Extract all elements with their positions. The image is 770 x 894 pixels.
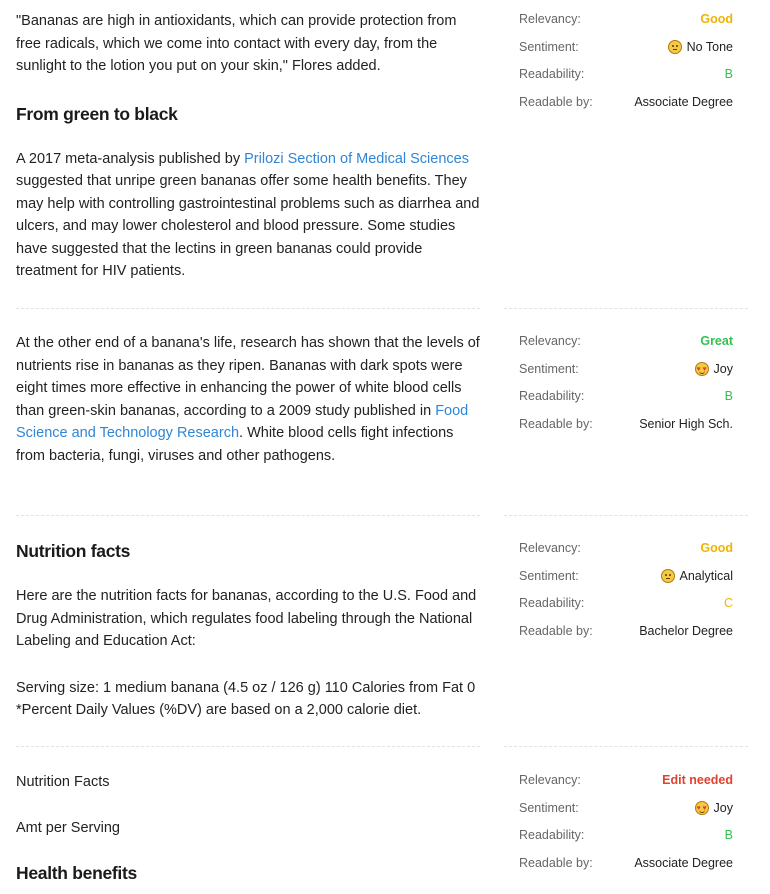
readability-grade: B: [724, 828, 733, 843]
sentiment-text: No Tone: [686, 39, 733, 54]
sentiment-text: Analytical: [679, 568, 733, 583]
divider-left: [16, 308, 480, 309]
readability-grade: B: [724, 67, 733, 82]
readable-by-value: Bachelor Degree: [639, 624, 733, 639]
sentiment-value: [695, 799, 733, 817]
paragraph-text: suggested that unripe green bananas offer some health benefits. They may help with controlling gastrointestinal problems such as diarrhea and ulcers, and may lower cholesterol and blood pressure. Some studies have suggested that the lectins in green bananas could provide treatment for HIV patients.: [16, 173, 480, 279]
readability-label: Readability:: [519, 596, 585, 611]
source-link[interactable]: Prilozi Section of Medical Sciences: [244, 150, 469, 167]
sentiment-text: Joy: [713, 800, 733, 815]
readable-by-label: Readable by:: [519, 95, 593, 110]
divider-left: [16, 746, 480, 747]
readable-by-row: [519, 622, 733, 650]
relevancy-row: [519, 539, 733, 567]
relevancy-label: Relevancy:: [519, 773, 581, 787]
sentiment-label: Sentiment:: [519, 568, 579, 583]
readability-grade: B: [724, 389, 733, 404]
readable-by-value: Associate Degree: [634, 856, 733, 871]
heart-eyes-icon: ♥ ♥: [695, 362, 709, 376]
sentiment-row: [519, 360, 733, 388]
readability-label: Readability:: [519, 389, 585, 404]
readability-row: [519, 387, 733, 415]
readable-by-row: [519, 854, 733, 882]
relevancy-row: [519, 771, 733, 799]
sentiment-row: [519, 38, 733, 66]
paragraph: Here are the nutrition facts for bananas, according to the U.S. Food and Drug Administration, which regulates food labeling through the National Labeling and Education Act:: [16, 588, 477, 649]
sentiment-row: [519, 567, 733, 595]
readability-row: [519, 65, 733, 93]
paragraph-text: At the other end of a banana's life, research has shown that the levels of nutrients rise in bananas as they ripen. Bananas with dark spots were eight times more effective in enhancing the power of white blood cells than green-skin bananas, according to a 2009 study published in: [16, 335, 480, 419]
divider-right: [504, 746, 748, 747]
readability-row: [519, 594, 733, 622]
heart-eyes-icon: ♥ ♥: [695, 801, 709, 815]
sentiment-label: Sentiment:: [519, 361, 579, 376]
relevancy-value: Great: [700, 334, 733, 348]
paragraph: [16, 332, 480, 467]
paragraph: Serving size: 1 medium banana (4.5 oz / 126 g) 110 Calories from Fat 0 *Percent Daily Values (%DV) are based on a 2,000 calorie diet.: [16, 679, 476, 718]
article-text: [16, 771, 480, 885]
sentiment-label: Sentiment:: [519, 39, 579, 54]
readability-grade: C: [723, 596, 733, 611]
readability-row: [519, 826, 733, 854]
paragraph-text: . White blood cells fight infections from bacteria, fungi, viruses and other pathogens.: [16, 425, 454, 464]
sentiment-text: Joy: [713, 361, 733, 376]
relevancy-value: Good: [700, 541, 733, 555]
readable-by-value: Associate Degree: [634, 95, 733, 110]
article-text: [16, 539, 480, 722]
sentiment-row: [519, 799, 733, 827]
article-text: [16, 10, 480, 283]
neutral-face-icon: [668, 40, 682, 54]
readable-by-row: [519, 93, 733, 121]
sentiment-value: [695, 360, 733, 378]
article-text: [16, 332, 480, 467]
divider-left: [16, 515, 480, 516]
neutral-face-icon: [661, 569, 675, 583]
sentiment-label: Sentiment:: [519, 800, 579, 815]
relevancy-value: Good: [700, 12, 733, 26]
source-link[interactable]: Food Science and Technology Research: [16, 402, 469, 441]
paragraph: [16, 148, 480, 283]
section-heading: Nutrition facts: [16, 541, 131, 561]
section-heading: From green to black: [16, 103, 178, 124]
content-metrics-panel: [519, 539, 733, 650]
content-metrics-panel: [519, 332, 733, 443]
readable-by-row: [519, 415, 733, 443]
section-heading: Health benefits: [16, 863, 137, 883]
paragraph: "Bananas are high in antioxidants, which can provide protection from free radicals, which we come into contact with every day, from the sunlight to the lotion you put on your skin," Flores added.: [16, 13, 457, 74]
relevancy-label: Relevancy:: [519, 541, 581, 555]
sentiment-value: [668, 38, 733, 56]
content-metrics-panel: [519, 10, 733, 121]
relevancy-label: Relevancy:: [519, 12, 581, 26]
readable-by-label: Readable by:: [519, 624, 593, 639]
relevancy-row: [519, 332, 733, 360]
readable-by-value: Senior High Sch.: [639, 417, 733, 432]
sentiment-value: [661, 567, 734, 585]
content-metrics-panel: [519, 771, 733, 882]
paragraph: Nutrition Facts: [16, 774, 110, 790]
paragraph: Amt per Serving: [16, 819, 120, 836]
readable-by-label: Readable by:: [519, 417, 593, 432]
readable-by-label: Readable by:: [519, 856, 593, 871]
readability-label: Readability:: [519, 67, 585, 82]
relevancy-value: Edit needed: [662, 773, 733, 787]
relevancy-row: [519, 10, 733, 38]
readability-label: Readability:: [519, 828, 585, 843]
paragraph-text: A 2017 meta-analysis published by: [16, 150, 245, 167]
divider-right: [504, 515, 748, 516]
divider-right: [504, 308, 748, 309]
relevancy-label: Relevancy:: [519, 334, 581, 348]
